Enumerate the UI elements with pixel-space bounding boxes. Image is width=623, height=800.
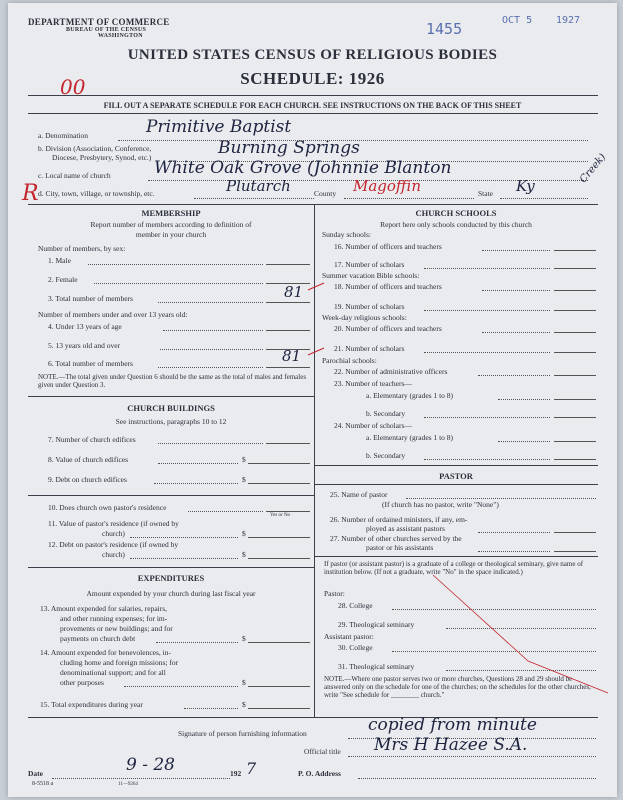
q17-label: 17. Number of scholars xyxy=(334,260,405,269)
local-name-value: White Oak Grove (Johnnie Blanton xyxy=(154,158,452,178)
county-value: Magoffin xyxy=(353,177,422,195)
q6-value: 81 xyxy=(282,347,302,365)
q13-label: 13. Amount expended for salaries, repairs, xyxy=(40,604,168,613)
q21-label: 21. Number of scholars xyxy=(334,344,405,353)
q22-label: 22. Number of administrative officers xyxy=(334,367,448,376)
county-label: County xyxy=(314,189,337,198)
q16-label: 16. Number of officers and teachers xyxy=(334,242,442,251)
q25-hint: (If church has no pastor, write "None") xyxy=(382,500,499,509)
q12-dollar: $ xyxy=(242,550,246,559)
q18-label: 18. Number of officers and teachers xyxy=(334,282,442,291)
membership-intro: Report number of members according to definition of xyxy=(90,220,252,229)
q15-dollar: $ xyxy=(242,700,246,709)
parochial-label: Parochial schools: xyxy=(322,356,377,365)
q20-label: 20. Number of officers and teachers xyxy=(334,324,442,333)
city-value: Plutarch xyxy=(226,177,291,195)
q26-label: 26. Number of ordained ministers, if any, em- xyxy=(330,515,468,524)
q12-label: 12. Debt on pastor's residence (if owned by xyxy=(48,540,179,549)
signature-value: copied from minute xyxy=(368,715,537,735)
red-r-mark: R xyxy=(22,181,39,206)
receipt-stamp-date: OCT 5 xyxy=(502,15,533,26)
yes-no-hint: Yes or No xyxy=(270,513,291,518)
schools-title: CHURCH SCHOOLS xyxy=(415,208,497,218)
q5-label: 5. 13 years old and over xyxy=(48,341,121,350)
city-label: d. City, town, village, or township, etc. xyxy=(38,189,155,198)
official-title-value: Mrs H Hazee S.A. xyxy=(374,735,528,755)
expenditures-intro: Amount expended by your church during last fiscal year xyxy=(86,589,256,598)
buildings-title: CHURCH BUILDINGS xyxy=(127,403,215,413)
date-label: Date xyxy=(28,769,43,778)
department-heading: DEPARTMENT OF COMMERCE BUREAU OF THE CENSUS WASHINGTON xyxy=(28,17,170,39)
q13-label-4: payments on church debt xyxy=(60,634,136,643)
q11-label: 11. Value of pastor's residence (if owned by xyxy=(48,519,179,528)
schools-intro: Report here only schools conducted by this church xyxy=(380,220,532,229)
q13-label-3: provements or new buildings; and for xyxy=(60,624,173,633)
q14-dollar: $ xyxy=(242,678,246,687)
age-intro-label: Number of members under and over 13 years old: xyxy=(38,310,188,319)
q13-dollar: $ xyxy=(242,634,246,643)
denomination-value: Primitive Baptist xyxy=(146,117,292,137)
official-title-label: Official title xyxy=(304,747,341,756)
q24b-label: b. Secondary xyxy=(366,451,406,460)
q11-label-2: church) xyxy=(102,529,125,538)
signature-label: Signature of person furnishing information xyxy=(178,729,307,738)
division-label: b. Division (Association, Conference, xyxy=(38,144,152,153)
q9-dollar: $ xyxy=(242,475,246,484)
q19-label: 19. Number of scholars xyxy=(334,302,405,311)
red-check-mark xyxy=(308,283,324,290)
q10-label: 10. Does church own pastor's residence xyxy=(48,503,167,512)
q15-label: 15. Total expenditures during year xyxy=(40,700,143,709)
q27-label: 27. Number of other churches served by the xyxy=(330,534,462,543)
q30-label: 30. College xyxy=(338,643,373,652)
form-title: UNITED STATES CENSUS OF RELIGIOUS BODIES xyxy=(127,47,498,63)
q29-label: 29. Theological seminary xyxy=(338,620,415,629)
q6-label: 6. Total number of members xyxy=(48,359,133,368)
date-value: 9 - 28 xyxy=(126,755,175,775)
q4-label: 4. Under 13 years of age xyxy=(48,322,122,331)
q25-label: 25. Name of pastor xyxy=(330,490,388,499)
red-strike-line xyxy=(433,575,608,693)
pastor-note: NOTE.—Where one pastor serves two or more churches, Questions 28 and 29 should be answered only on the schedule for one of the churches; on the schedules for the other churches, write "See schedule for ________ church." xyxy=(324,675,591,699)
q9-label: 9. Debt on church edifices xyxy=(48,475,127,484)
q2-label: 2. Female xyxy=(48,275,78,284)
q28-label: 28. College xyxy=(338,601,373,610)
q31-label: 31. Theological seminary xyxy=(338,662,415,671)
assistant-label: Assistant pastor: xyxy=(324,632,374,641)
city-label: WASHINGTON xyxy=(98,33,143,39)
q24-label: 24. Number of scholars— xyxy=(334,421,412,430)
q23b-label: b. Secondary xyxy=(366,409,406,418)
buildings-intro: See instructions, paragraphs 10 to 12 xyxy=(115,417,227,426)
q24a-label: a. Elementary (grades 1 to 8) xyxy=(366,433,454,442)
red-annotation-mark: 00 xyxy=(60,75,86,99)
q8-dollar: $ xyxy=(242,455,246,464)
membership-intro-2: member in your church xyxy=(135,230,207,239)
sunday-label: Sunday schools: xyxy=(322,230,371,239)
state-label: State xyxy=(478,189,493,198)
q14-label-2: cluding home and foreign missions; for xyxy=(60,658,179,667)
census-form-sheet xyxy=(8,3,617,797)
q23a-label: a. Elementary (grades 1 to 8) xyxy=(366,391,454,400)
summer-label: Summer vacation Bible schools: xyxy=(322,271,420,280)
division-value: Burning Springs xyxy=(218,138,360,158)
print-number: 11—9264 xyxy=(118,782,138,787)
division-label-2: Diocese, Presbytery, Synod, etc.) xyxy=(52,153,152,162)
form-number: 8-5518 a xyxy=(32,781,54,787)
q13-label-2: and other running expenses; for im- xyxy=(60,614,168,623)
red-check-mark-2 xyxy=(308,348,324,355)
year-prefix: 192 xyxy=(230,769,242,778)
receipt-stamp-year: 1927 xyxy=(556,15,581,26)
year-value: 7 xyxy=(246,759,257,778)
q23-label: 23. Number of teachers— xyxy=(334,379,412,388)
pastor-label: Pastor: xyxy=(324,589,345,598)
q14-label: 14. Amount expended for benevolences, in- xyxy=(40,648,172,657)
local-name-value-2: Creek) xyxy=(577,151,609,186)
pen-marks xyxy=(8,3,617,797)
schedule-title: SCHEDULE: 1926 xyxy=(240,69,385,88)
bureau-label: BUREAU OF THE CENSUS xyxy=(66,27,147,33)
local-name-label: c. Local name of church xyxy=(38,171,111,180)
state-value: Ky xyxy=(516,177,535,195)
expenditures-title: EXPENDITURES xyxy=(137,573,205,583)
weekday-label: Week-day religious schools: xyxy=(322,313,407,322)
q11-dollar: $ xyxy=(242,529,246,538)
q8-label: 8. Value of church edifices xyxy=(48,455,129,464)
q3-label: 3. Total number of members xyxy=(48,294,133,303)
q14-label-3: denominational support; and for all xyxy=(60,668,166,677)
q26-label-2: ployed as assistant pastors xyxy=(366,524,445,533)
q12-label-2: church) xyxy=(102,550,125,559)
q7-label: 7. Number of church edifices xyxy=(48,435,136,444)
q1-label: 1. Male xyxy=(48,256,71,265)
q3-value: 81 xyxy=(284,283,304,301)
membership-title: MEMBERSHIP xyxy=(141,208,201,218)
graduate-note: If pastor (or assistant pastor) is a graduate of a college or theological seminary, give name of institution below. (If not a graduate, write "No" in the space indicated.) xyxy=(324,560,584,576)
instructions-line: FILL OUT A SEPARATE SCHEDULE FOR EACH CHURCH. SEE INSTRUCTIONS ON THE BACK OF THIS SHEET xyxy=(103,101,522,110)
q27-label-2: pastor or his assistants xyxy=(366,543,434,552)
denomination-label: a. Denomination xyxy=(38,131,88,140)
q14-label-4: other purposes xyxy=(60,678,104,687)
receipt-stamp-number: 1455 xyxy=(426,20,463,38)
by-sex-label: Number of members, by sex: xyxy=(38,244,126,253)
po-address-label: P. O. Address xyxy=(298,769,341,778)
pastor-title: PASTOR xyxy=(439,471,473,481)
membership-note: NOTE.—The total given under Question 6 should be the same as the total of males and females given under Question 3. xyxy=(38,373,307,389)
